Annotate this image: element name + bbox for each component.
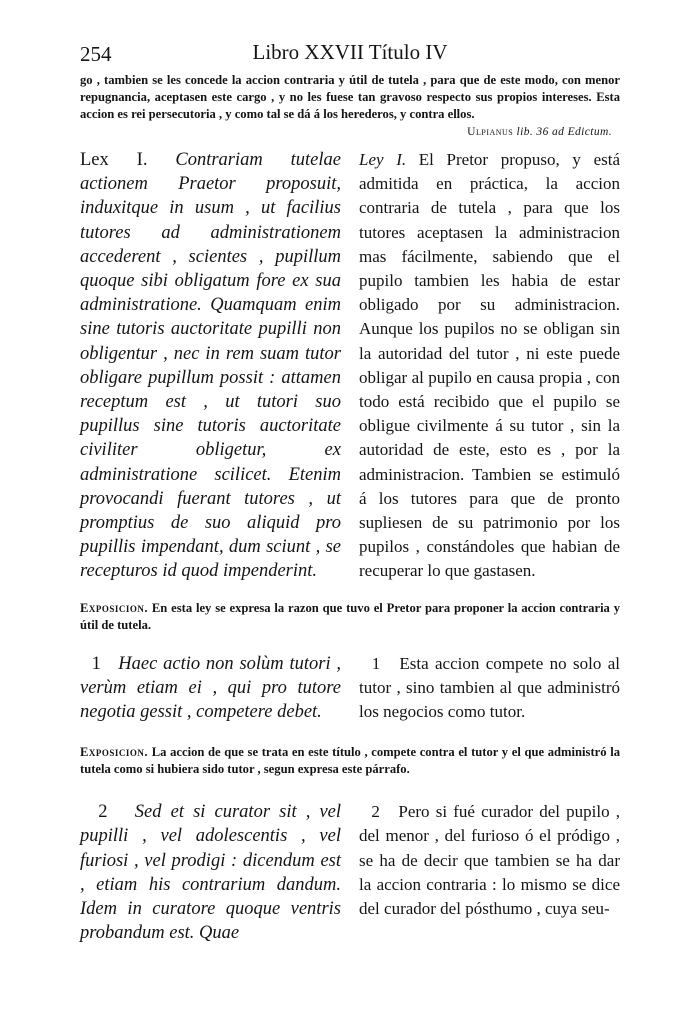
running-title: Libro XXVII Título IV xyxy=(252,40,448,64)
exposition-1-text: En esta ley se expresa la razon que tuvo el Pretor para proponer la accion contraria y útil de tutela. xyxy=(80,600,620,632)
paragraph-1-spanish xyxy=(359,652,620,725)
attribution-author: Ulpianus xyxy=(467,126,514,138)
paragraph-1 xyxy=(80,652,620,725)
exposition-1-label: Exposicion. xyxy=(80,600,149,615)
running-head xyxy=(80,38,620,72)
paragraph-2-latin xyxy=(80,800,341,945)
exposition-2 xyxy=(80,744,620,778)
paragraph-1-spanish-number: 1 xyxy=(371,653,381,673)
law-1-spanish xyxy=(359,148,620,584)
paragraph-2 xyxy=(80,800,620,945)
paragraph-1-latin-number: 1 xyxy=(91,653,101,674)
paragraph-2-latin-number: 2 xyxy=(98,802,108,823)
paragraph-2-spanish-text: Pero si fué curador del pupilo , del menor , del furioso ó el pródigo , se ha de decir que tambien se ha dar la accion contraria : lo mismo se dice del curador del pósthumo , cuya seu- xyxy=(359,802,621,919)
paragraph-1-latin xyxy=(80,652,341,725)
law-1-latin-label: Lex I. xyxy=(80,150,148,170)
exposition-2-label: Exposicion. xyxy=(80,745,149,760)
law-1 xyxy=(80,148,620,584)
source-attribution xyxy=(80,126,612,138)
paragraph-2-latin-text: Sed et si curator sit , vel pupilli , vel adolescentis , vel furiosi , vel prodigi : dicendum est , etiam his contrarium dandum. Idem in curatore quoque ventris probandum est. Quae xyxy=(80,802,342,944)
paragraph-2-spanish xyxy=(359,800,620,945)
book-page xyxy=(80,38,620,945)
exposition-1 xyxy=(80,600,620,634)
paragraph-2-spanish-number: 2 xyxy=(371,802,380,822)
law-1-latin xyxy=(80,148,341,584)
law-1-spanish-label: Ley I. xyxy=(359,150,407,169)
paragraph-1-latin-text: Haec actio non solùm tutori , verùm etiam ei , qui pro tutore negotia gessit , competere debet. xyxy=(80,653,342,723)
attribution-work: lib. 36 ad Edictum. xyxy=(516,126,612,138)
exposition-2-text: La accion de que se trata en este título , compete contra el tutor y el que administró la tutela como si hubiera sido tutor , segun expresa este párrafo. xyxy=(80,745,620,777)
page-number: 254 xyxy=(80,42,112,66)
paragraph-1-spanish-text: Esta accion compete no solo al tutor , sino tambien al que administró los negocios como tutor. xyxy=(359,653,620,722)
law-1-latin-text: Contrariam tutelae actionem Praetor proposuit, induxitque in usum , ut facilius tutores ad administrationem accederent , scientes , pupillum quoque sibi obligatum fore ex sua administratione. Quamquam enim sine tutoris auctoritate pupilli non obligentur , nec in rem suam tutor obligare pupillum possit : attamen receptum est , ut tutori suo pupillus sine tutoris auctoritate civiliter obligetur, ex administratione scilicet. Etenim provocandi fuerant tutores , ut promptius de suo aliquid pro pupillis impendant, dum sciunt , se recepturos id quod impenderint. xyxy=(80,150,341,582)
intro-paragraph: go , tambien se les concede la accion contraria y útil de tutela , para que de este modo, con menor repugnancia, aceptasen este cargo , y no les fuese tan gravoso respecto sus propios intereses. Esta accion es rei persecutoria , y como tal se dá á los herederos, y contra ellos. xyxy=(80,73,620,121)
law-1-spanish-text: El Pretor propuso, y está admitida en práctica, la accion contraria de tutela , para que los tutores aceptasen la administracion mas fácilmente, sabiendo que el pupilo tambien les habia de estar obligado por su administracion. Aunque los pupilos no se obligan sin la autoridad del tutor , ni este puede obligar al pupilo en causa propia , con todo está recibido que el pupilo se obligue civilmente á su tutor , sin la autoridad de este, esto es , por la administracion. Tambien se estimuló á los tutores para que de pronto supliesen de su patrimonio por los pupilos , constándoles que habian de recuperar lo que gastasen. xyxy=(359,150,621,581)
